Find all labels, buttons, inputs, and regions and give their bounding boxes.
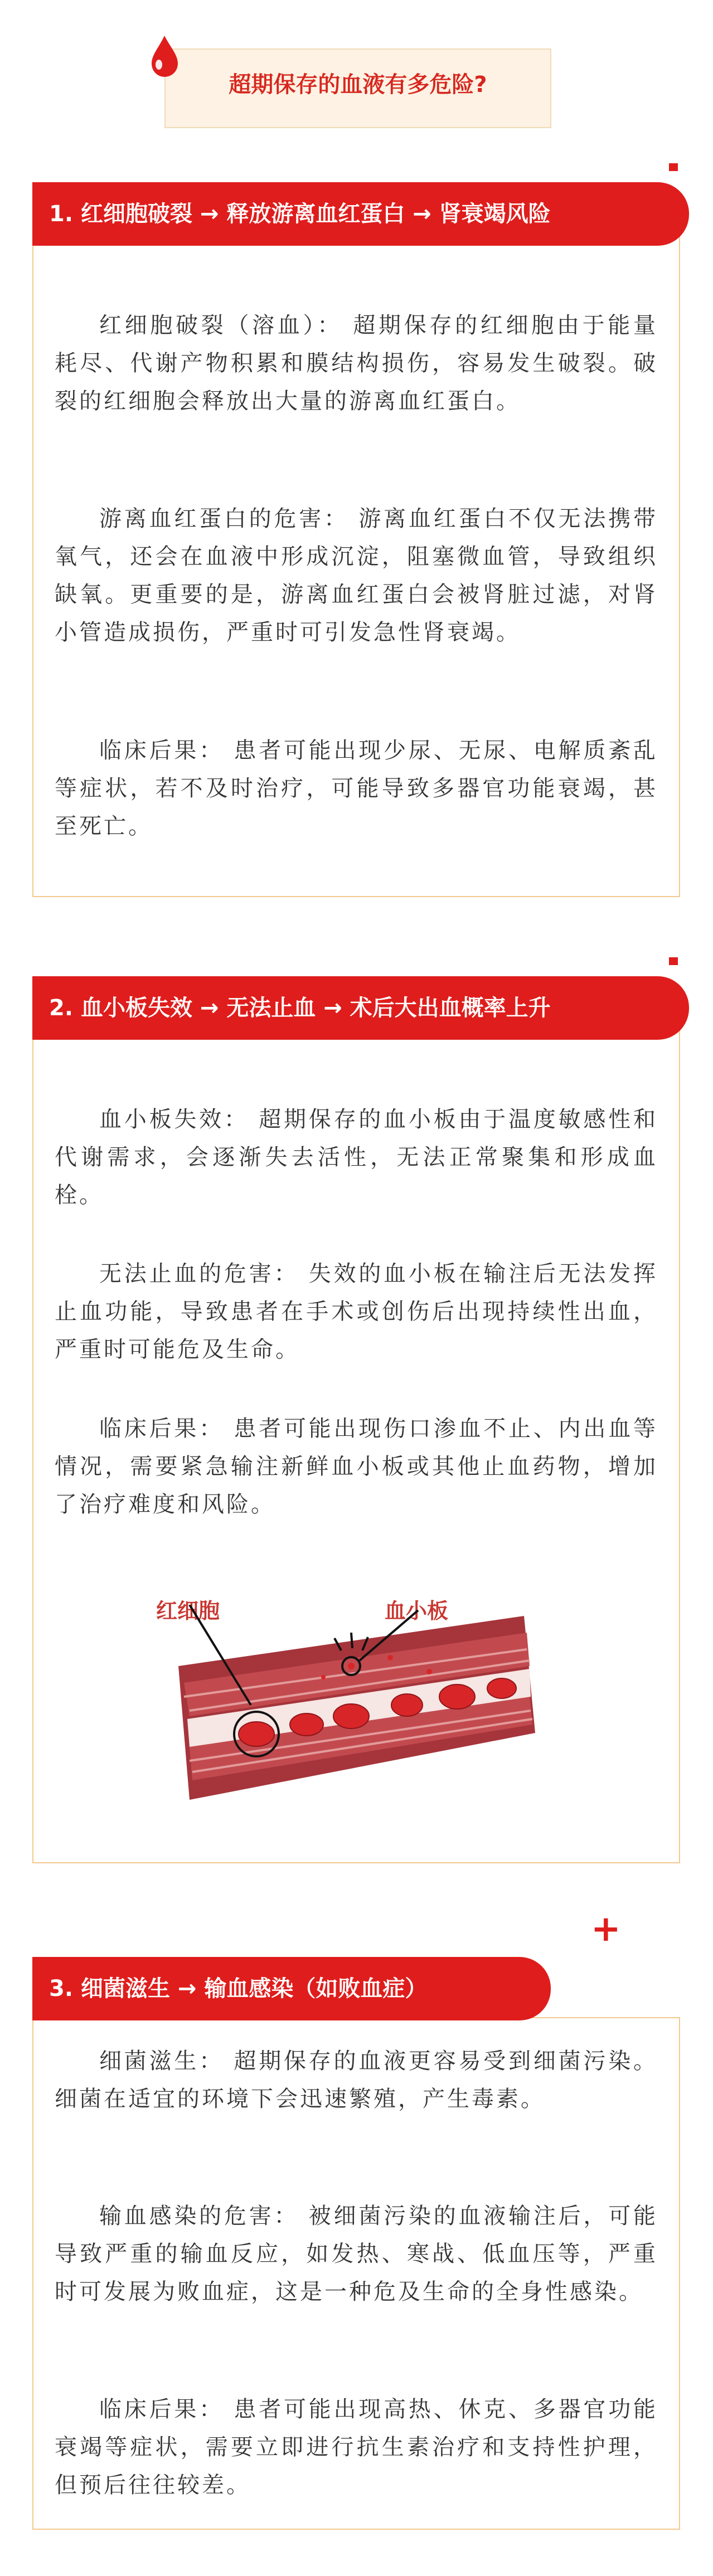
section-1-heading-text: 1. 红细胞破裂 → 释放游离血红蛋白 → 肾衰竭风险 [49, 201, 551, 227]
section-2-para-3: 临床后果： 患者可能出现伤口渗血不止、内出血等情况，需要紧急输注新鲜血小板或其他止血药物，增加了治疗难度和风险。 [55, 1416, 658, 1517]
section-3-para-3: 临床后果： 患者可能出现高热、休克、多器官功能衰竭等症状，需要立即进行抗生素治疗和支持性护理，但预后往往较差。 [55, 2397, 658, 2498]
plus-icon: + [591, 1908, 621, 1950]
section-1-para-2: 游离血红蛋白的危害： 游离血红蛋白不仅无法携带氧气，还会在血液中形成沉淀，阻塞微血管，导致组织缺氧。更重要的是，游离血红蛋白会被肾脏过滤，对肾小管造成损伤，严重时可引发急性肾衰竭。 [55, 506, 658, 645]
section-3-heading [32, 1957, 551, 2020]
decor-dot [669, 163, 678, 171]
blood-vessel-illustration [167, 1605, 546, 1817]
section-3-para-2: 输血感染的危害： 被细菌污染的血液输注后，可能导致严重的输血反应，如发热、寒战、低血压等，严重时可发展为败血症，这是一种危及生命的全身性感染。 [55, 2203, 658, 2305]
section-2-para-2: 无法止血的危害： 失效的血小板在输注后无法发挥止血功能，导致患者在手术或创伤后出现持续性出血，严重时可能危及生命。 [55, 1261, 658, 1362]
label-platelet: 血小板 [385, 1599, 449, 1623]
label-red-blood-cell: 红细胞 [156, 1599, 220, 1623]
section-2-heading [32, 976, 689, 1040]
decor-dot [669, 957, 678, 965]
section-1-para-3: 临床后果： 患者可能出现少尿、无尿、电解质紊乱等症状，若不及时治疗，可能导致多器官功能衰竭，甚至死亡。 [55, 738, 658, 839]
section-1-heading [32, 182, 689, 246]
section-3-para-1: 细菌滋生： 超期保存的血液更容易受到细菌污染。细菌在适宜的环境下会迅速繁殖，产生毒素。 [55, 2048, 658, 2112]
section-1-para-1: 红细胞破裂（溶血）： 超期保存的红细胞由于能量耗尽、代谢产物积累和膜结构损伤，容易发生破裂。破裂的红细胞会释放出大量的游离血红蛋白。 [55, 313, 658, 414]
section-3-heading-text: 3. 细菌滋生 → 输血感染（如败血症） [49, 1976, 428, 2002]
section-2-para-1: 血小板失效： 超期保存的血小板由于温度敏感性和代谢需求，会逐渐失去活性，无法正常聚集和形成血栓。 [55, 1107, 658, 1208]
page-title: 超期保存的血液有多危险? [229, 72, 487, 98]
section-2-heading-text: 2. 血小板失效 → 无法止血 → 术后大出血概率上升 [49, 995, 551, 1021]
